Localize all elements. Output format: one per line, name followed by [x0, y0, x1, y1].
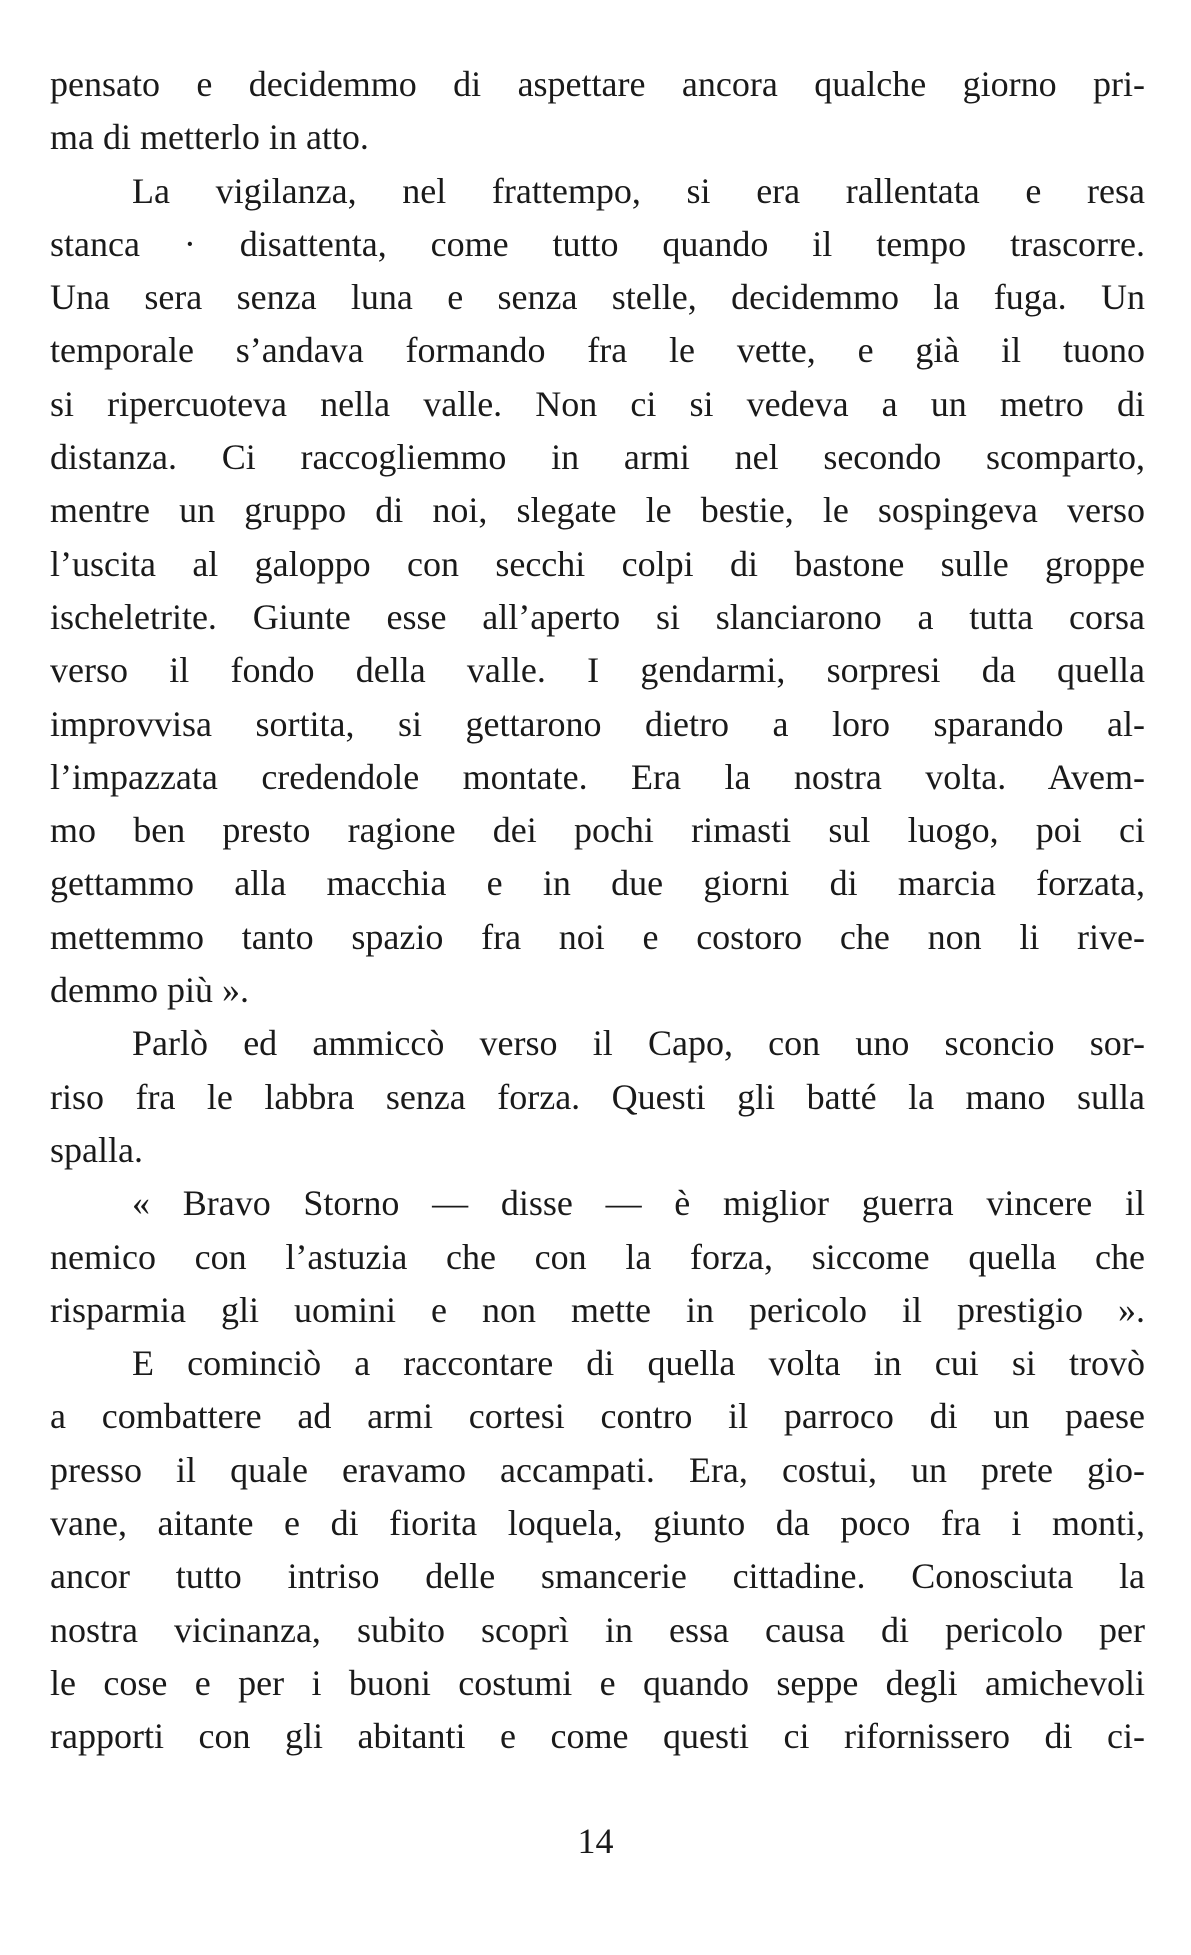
page-number: 14: [577, 1821, 614, 1861]
text-line: si ripercuoteva nella valle. Non ci si vedeva a un metro di: [50, 383, 1145, 424]
text-line: demmo più ».: [50, 970, 249, 1011]
text-line: le cose e per i buoni costumi e quando seppe degli amichevoli: [50, 1662, 1145, 1703]
text-line: pensato e decidemmo di aspettare ancora qualche giorno pri-: [50, 64, 1145, 104]
text-line: distanza. Ci raccogliemmo in armi nel secondo scomparto,: [50, 437, 1145, 478]
text-line: ma di metterlo in atto.: [50, 117, 369, 158]
text-line: verso il fondo della valle. I gendarmi, sorpresi da quella: [50, 650, 1145, 691]
text-line: nostra vicinanza, subito scoprì in essa causa di pericolo per: [50, 1609, 1145, 1650]
text-line: mo ben presto ragione dei pochi rimasti sul luogo, poi ci: [50, 810, 1145, 851]
text-line: l’uscita al galoppo con secchi colpi di bastone sulle groppe: [50, 543, 1145, 584]
text-line: risparmia gli uomini e non mette in pericolo il prestigio ».: [50, 1289, 1145, 1330]
text-line: « Bravo Storno — disse — è miglior guerra vincere il: [132, 1183, 1145, 1224]
text-line: E cominciò a raccontare di quella volta in cui si trovò: [132, 1343, 1145, 1384]
text-line: temporale s’andava formando fra le vette, e già il tuono: [50, 330, 1145, 371]
text-line: improvvisa sortita, si gettarono dietro a loro sparando al-: [50, 703, 1145, 744]
text-line: rapporti con gli abitanti e come questi ci rifornissero di ci-: [50, 1716, 1145, 1757]
text-line: mettemmo tanto spazio fra noi e costoro che non li rive-: [50, 916, 1145, 957]
book-page-text: [50, 58, 1145, 1764]
text-line: La vigilanza, nel frattempo, si era rallentata e resa: [132, 170, 1145, 211]
text-line: Una sera senza luna e senza stelle, decidemmo la fuga. Un: [50, 277, 1145, 318]
text-line: a combattere ad armi cortesi contro il parroco di un paese: [50, 1396, 1145, 1437]
text-line: presso il quale eravamo accampati. Era, costui, un prete gio-: [50, 1449, 1145, 1490]
text-line: gettammo alla macchia e in due giorni di marcia forzata,: [50, 863, 1145, 904]
text-line: vane, aitante e di fiorita loquela, giunto da poco fra i monti,: [50, 1503, 1145, 1544]
text-line: nemico con l’astuzia che con la forza, siccome quella che: [50, 1236, 1145, 1277]
text-line: ancor tutto intriso delle smancerie cittadine. Conosciuta la: [50, 1556, 1145, 1597]
text-line: stanca · disattenta, come tutto quando il tempo trascorre.: [50, 223, 1145, 264]
text-line: spalla.: [50, 1129, 143, 1170]
text-line: mentre un gruppo di noi, slegate le bestie, le sospingeva verso: [50, 490, 1145, 531]
text-line: riso fra le labbra senza forza. Questi gli batté la mano sulla: [50, 1076, 1145, 1117]
text-line: Parlò ed ammiccò verso il Capo, con uno sconcio sor-: [132, 1023, 1145, 1064]
text-line: l’impazzata credendole montate. Era la nostra volta. Avem-: [50, 756, 1145, 797]
text-line: ischeletrite. Giunte esse all’aperto si slanciarono a tutta corsa: [50, 596, 1145, 637]
